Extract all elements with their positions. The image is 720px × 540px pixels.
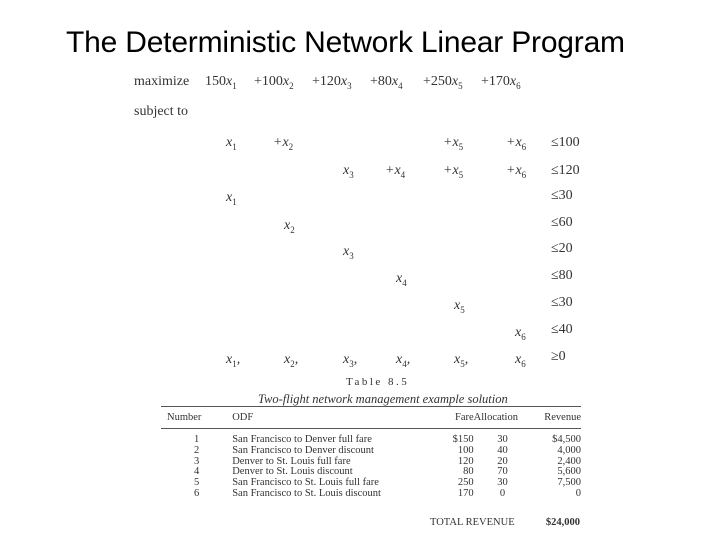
cell-fare: 120 xyxy=(457,455,474,467)
objective-term xyxy=(481,74,521,91)
cell-allocation: 30 xyxy=(497,434,508,445)
cell-revenue: 0 xyxy=(575,487,581,499)
cell-allocation: 40 xyxy=(497,444,508,456)
constraint-term: $+x_5$ xyxy=(443,135,464,152)
cell-odf: San Francisco to Denver discount xyxy=(232,444,374,456)
nonneg-term: $x_2$, xyxy=(284,352,299,369)
objective-coef: +100 xyxy=(254,74,283,89)
constraint-term: $+x_6$ xyxy=(506,135,527,152)
objective-coef: 150 xyxy=(205,74,226,89)
subject-to-label: subject to xyxy=(134,104,189,119)
table-number-caption: Table 8.5 xyxy=(346,376,410,388)
constraint-term: $x_1$ xyxy=(226,190,237,207)
table-row xyxy=(161,457,581,468)
cell-revenue: 7,500 xyxy=(557,477,581,489)
table-row xyxy=(161,429,581,446)
constraint-rhs: ≤80 xyxy=(551,268,573,283)
cell-allocation: 0 xyxy=(499,487,506,499)
constraint-term: $x_5$ xyxy=(454,298,465,315)
objective-var: x xyxy=(340,74,348,89)
cell-odf: San Francisco to St. Louis full fare xyxy=(232,477,379,489)
constraint-term: $x_1$ xyxy=(226,135,237,152)
objective-sub: 6 xyxy=(516,80,521,91)
objective-term xyxy=(370,74,403,91)
cell-fare: 250 xyxy=(457,477,474,489)
nonneg-term: $x_3$, xyxy=(343,352,358,369)
cell-fare: 100 xyxy=(457,444,474,456)
maximize-label: maximize xyxy=(134,74,190,89)
objective-sub: 5 xyxy=(458,80,463,91)
col-header-fare: Fare xyxy=(426,407,473,429)
cell-fare: 170 xyxy=(457,487,474,499)
cell-revenue: 2,400 xyxy=(557,455,581,467)
table-header-row xyxy=(161,407,581,429)
objective-term xyxy=(423,74,463,91)
objective-var: x xyxy=(451,74,459,89)
constraint-rhs: ≤120 xyxy=(551,163,580,178)
constraint-rhs: ≤30 xyxy=(551,295,573,310)
cell-allocation: 70 xyxy=(497,466,508,478)
constraint-rhs: ≤100 xyxy=(551,135,580,150)
constraint-term: $+x_5$ xyxy=(443,163,464,180)
cell-odf: Denver to St. Louis discount xyxy=(232,466,353,478)
objective-coef: +170 xyxy=(481,74,510,89)
nonneg-term: $x_1$, xyxy=(226,352,241,369)
table-row xyxy=(161,489,581,500)
cell-revenue: $4,500 xyxy=(552,434,581,445)
cell-allocation: 30 xyxy=(497,477,508,489)
cell-odf: Denver to St. Louis full fare xyxy=(232,455,351,467)
constraint-term: $+x_4$ xyxy=(385,163,406,180)
constraint-term: $x_3$ xyxy=(343,163,354,180)
objective-var: x xyxy=(391,74,399,89)
objective-coef: +120 xyxy=(312,74,341,89)
constraint-term: $+x_2$ xyxy=(273,135,294,152)
objective-term xyxy=(205,74,237,91)
nonneg-rhs: ≥0 xyxy=(551,349,566,364)
nonneg-term: $x_4$, xyxy=(396,352,411,369)
col-header-revenue: Revenue xyxy=(531,407,581,429)
results-table xyxy=(161,406,581,500)
objective-sub: 1 xyxy=(232,80,237,91)
objective-sub: 4 xyxy=(398,80,403,91)
objective-var: x xyxy=(509,74,517,89)
cell-fare: 80 xyxy=(463,466,474,478)
objective-sub: 2 xyxy=(289,80,294,91)
table-row xyxy=(161,446,581,457)
cell-odf: San Francisco to St. Louis discount xyxy=(232,487,381,499)
total-revenue-label: TOTAL REVENUE xyxy=(430,517,515,528)
cell-number: 6 xyxy=(193,487,200,499)
cell-number: 5 xyxy=(193,477,200,489)
nonneg-term: $x_5$, xyxy=(454,352,469,369)
objective-coef: +250 xyxy=(423,74,452,89)
constraint-rhs: ≤30 xyxy=(551,188,573,203)
cell-allocation: 20 xyxy=(497,455,508,467)
cell-revenue: 5,600 xyxy=(557,466,581,478)
cell-number: 1 xyxy=(193,434,200,445)
cell-number: 4 xyxy=(193,466,200,478)
objective-coef: +80 xyxy=(370,74,392,89)
slide-title: The Deterministic Network Linear Program xyxy=(66,26,625,59)
table-title-caption: Two-flight network management example solution xyxy=(258,392,508,406)
constraint-term: $x_3$ xyxy=(343,244,354,261)
constraint-rhs: ≤40 xyxy=(551,322,573,337)
cell-fare: $150 xyxy=(452,434,474,445)
cell-revenue: 4,000 xyxy=(557,444,581,456)
constraint-term: $x_2$ xyxy=(284,218,295,235)
total-revenue-value: $24,000 xyxy=(545,517,580,528)
col-header-allocation: Allocation xyxy=(474,407,532,429)
col-header-odf: ODF xyxy=(232,407,426,429)
constraint-term: $x_6$ xyxy=(515,325,526,342)
objective-var: x xyxy=(226,74,233,89)
nonneg-term: $x_6$ xyxy=(515,352,526,369)
objective-var: x xyxy=(282,74,290,89)
objective-sub: 3 xyxy=(347,80,352,91)
objective-term xyxy=(254,74,294,91)
cell-number: 3 xyxy=(193,455,200,467)
constraint-rhs: ≤60 xyxy=(551,215,573,230)
col-header-number: Number xyxy=(161,407,232,429)
constraint-rhs: ≤20 xyxy=(551,241,573,256)
objective-term xyxy=(312,74,352,91)
cell-number: 2 xyxy=(193,444,200,456)
cell-odf: San Francisco to Denver full fare xyxy=(232,434,372,445)
constraint-term: $+x_6$ xyxy=(506,163,527,180)
constraint-term: $x_4$ xyxy=(396,271,407,288)
